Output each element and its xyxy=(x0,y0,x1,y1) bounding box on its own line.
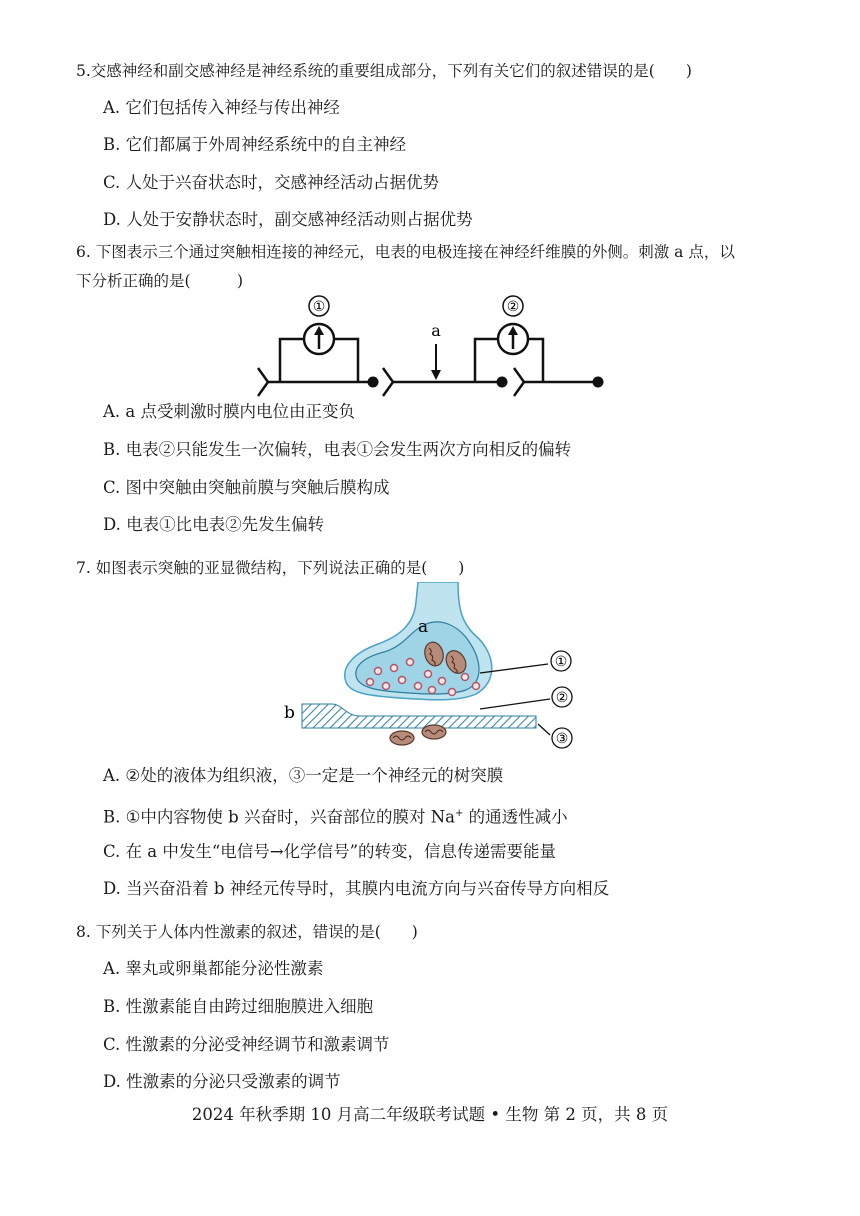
q7-synapse-diagram xyxy=(280,582,600,754)
q7-option-b-text: B. ①中内容物使 b 兴奋时，兴奋部位的膜对 Na xyxy=(103,807,455,827)
label-1: ① xyxy=(554,654,568,670)
q5-stem: 5.交感神经和副交感神经是神经系统的重要组成部分，下列有关它们的叙述错误的是( ) xyxy=(76,62,692,80)
q7-option-b-superscript: + xyxy=(454,808,464,819)
page-footer: 2024 年秋季期 10 月高二年级联考试题 • 生物 第 2 页，共 8 页 xyxy=(191,1105,669,1124)
q8-option-c: C. 性激素的分泌受神经调节和激素调节 xyxy=(103,1035,390,1054)
q5-option-b: B. 它们都属于外周神经系统中的自主神经 xyxy=(103,135,407,154)
q7-option-a: A. ②处的液体为组织液，③一定是一个神经元的树突膜 xyxy=(103,766,504,785)
q5-option-c: C. 人处于兴奋状态时，交感神经活动占据优势 xyxy=(103,173,440,192)
label-3: ③ xyxy=(555,731,569,747)
q7-option-c: C. 在 a 中发生“电信号→化学信号”的转变，信息传递需要能量 xyxy=(103,842,557,861)
q6-option-b: B. 电表②只能发生一次偏转，电表①会发生两次方向相反的偏转 xyxy=(103,440,572,459)
q6-option-d: D. 电表①比电表②先发生偏转 xyxy=(103,515,325,534)
q8-option-b: B. 性激素能自由跨过细胞膜进入细胞 xyxy=(103,997,374,1016)
q7-option-b xyxy=(103,804,568,828)
q6-option-a: A. a 点受刺激时膜内电位由正变负 xyxy=(103,402,355,421)
q6-neuron-diagram xyxy=(250,292,620,400)
arrow-down-icon xyxy=(431,370,441,380)
meter-1-label: ① xyxy=(312,299,326,315)
q6-option-c: C. 图中突触由突触前膜与突触后膜构成 xyxy=(103,478,390,497)
q8-stem: 8. 下列关于人体内性激素的叙述，错误的是( ) xyxy=(76,923,418,941)
q7-stem: 7. 如图表示突触的亚显微结构，下列说法正确的是( ) xyxy=(76,559,465,577)
label-2: ② xyxy=(555,690,569,706)
q8-option-d: D. 性激素的分泌只受激素的调节 xyxy=(103,1072,341,1091)
stimulus-point-label: a xyxy=(431,321,441,340)
q7-option-d: D. 当兴奋沿着 b 神经元传导时，其膜内电流方向与兴奋传导方向相反 xyxy=(103,879,610,898)
q8-option-a: A. 睾丸或卵巢都能分泌性激素 xyxy=(103,959,324,978)
q6-stem-line2: 下分析正确的是( ) xyxy=(76,272,244,290)
q7-option-b-tail: 的通透性减小 xyxy=(463,807,568,827)
q5-option-d: D. 人处于安静状态时，副交感神经活动则占据优势 xyxy=(103,210,473,229)
meter-2-label: ② xyxy=(506,299,520,315)
q5-option-a: A. 它们包括传入神经与传出神经 xyxy=(103,98,340,117)
q6-stem-line1: 6. 下图表示三个通过突触相连接的神经元，电表的电极连接在神经纤维膜的外侧。刺激 a 点，以 xyxy=(76,243,735,261)
label-b: b xyxy=(284,703,295,723)
label-a: a xyxy=(418,617,429,637)
